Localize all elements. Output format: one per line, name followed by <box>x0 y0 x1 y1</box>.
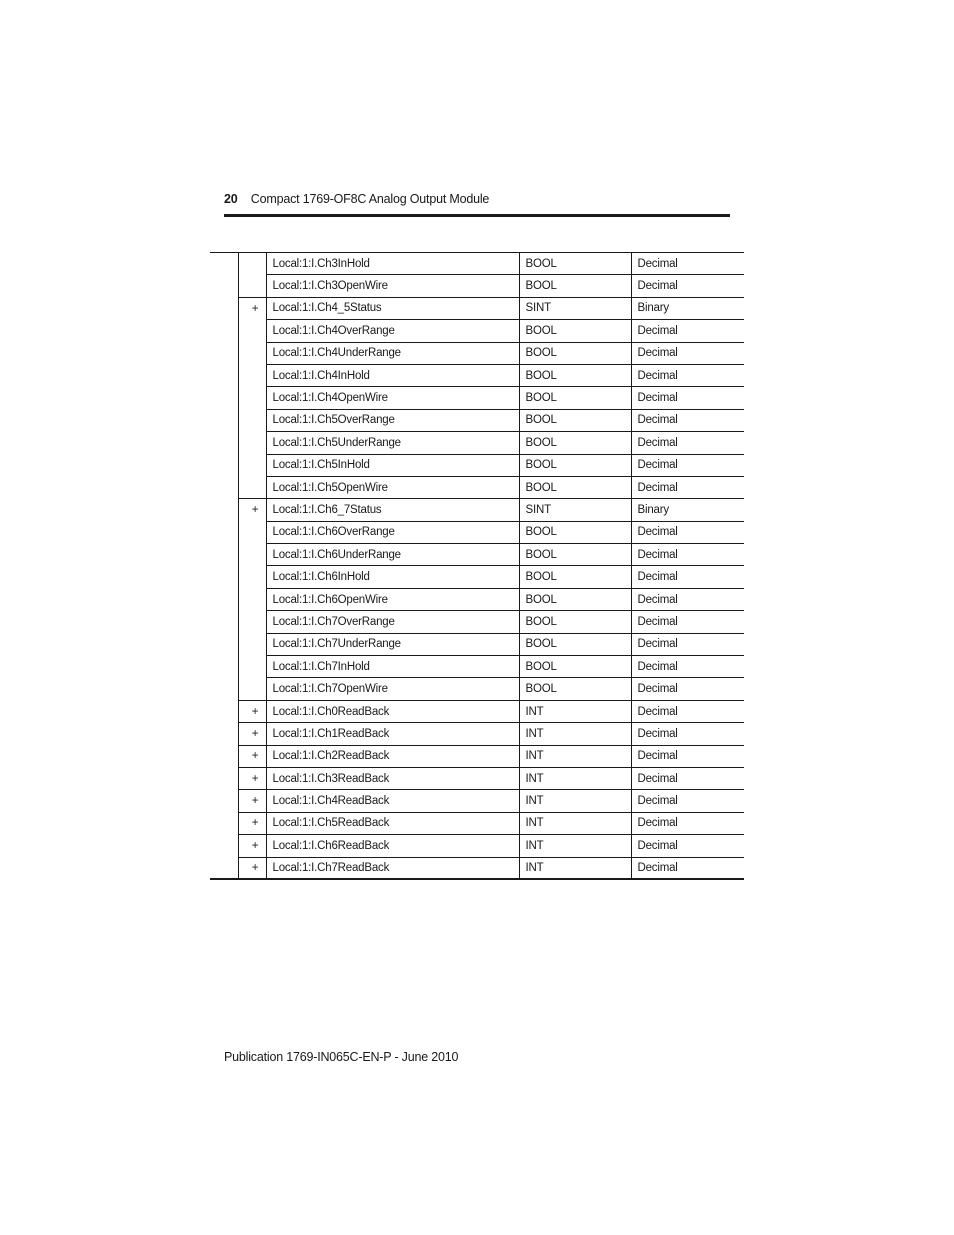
tag-table-body <box>210 253 744 880</box>
data-type: INT <box>519 723 631 745</box>
expand-cell <box>238 544 266 566</box>
tag-name: Local:1:I.Ch4UnderRange <box>266 342 519 364</box>
tag-name: Local:1:I.Ch5ReadBack <box>266 812 519 834</box>
data-type: BOOL <box>519 566 631 588</box>
page-number: 20 <box>224 192 238 206</box>
indent-cell <box>210 857 238 879</box>
data-type: BOOL <box>519 454 631 476</box>
table-row <box>210 544 744 566</box>
display-style: Decimal <box>631 544 744 566</box>
display-style: Decimal <box>631 656 744 678</box>
expand-toggle[interactable]: + <box>238 499 266 521</box>
tag-name: Local:1:I.Ch7InHold <box>266 656 519 678</box>
table-row <box>210 387 744 409</box>
display-style: Decimal <box>631 588 744 610</box>
display-style: Decimal <box>631 409 744 431</box>
indent-cell <box>210 611 238 633</box>
data-type: BOOL <box>519 320 631 342</box>
tag-name: Local:1:I.Ch3ReadBack <box>266 767 519 789</box>
tag-name: Local:1:I.Ch6InHold <box>266 566 519 588</box>
data-type: BOOL <box>519 432 631 454</box>
table-row <box>210 790 744 812</box>
display-style: Decimal <box>637 257 678 270</box>
display-style: Decimal <box>631 790 744 812</box>
table-row <box>210 454 744 476</box>
tag-name: Local:1:I.Ch4OverRange <box>266 320 519 342</box>
data-type: BOOL <box>519 275 631 297</box>
table-row <box>210 409 744 431</box>
table-row <box>210 253 744 275</box>
tag-name: Local:1:I.Ch4ReadBack <box>266 790 519 812</box>
expand-cell <box>238 387 266 409</box>
expand-cell <box>238 476 266 498</box>
tag-name: Local:1:I.Ch7UnderRange <box>266 633 519 655</box>
tag-name: Local:1:I.Ch0ReadBack <box>266 700 519 722</box>
expand-toggle[interactable]: + <box>238 767 266 789</box>
table-row <box>210 521 744 543</box>
table-row <box>210 588 744 610</box>
display-style: Decimal <box>631 835 744 857</box>
expand-toggle[interactable]: + <box>238 297 266 319</box>
expand-cell <box>238 656 266 678</box>
tag-name: Local:1:I.Ch6ReadBack <box>266 835 519 857</box>
table-row <box>210 297 744 319</box>
table-row <box>210 857 744 879</box>
indent-cell <box>210 790 238 812</box>
tag-name: Local:1:I.Ch6OverRange <box>266 521 519 543</box>
expand-cell <box>238 364 266 386</box>
tag-name: Local:1:I.Ch2ReadBack <box>266 745 519 767</box>
data-type: BOOL <box>519 387 631 409</box>
expand-toggle[interactable]: + <box>238 790 266 812</box>
expand-cell <box>238 454 266 476</box>
display-style: Binary <box>631 297 744 319</box>
indent-cell <box>210 812 238 834</box>
tag-name: Local:1:I.Ch6_7Status <box>266 499 519 521</box>
tag-name: Local:1:I.Ch6UnderRange <box>266 544 519 566</box>
data-type: INT <box>519 700 631 722</box>
data-type: INT <box>519 857 631 879</box>
display-style: Decimal <box>631 432 744 454</box>
tag-name: Local:1:I.Ch5InHold <box>266 454 519 476</box>
display-style: Decimal <box>631 521 744 543</box>
data-type: BOOL <box>519 611 631 633</box>
indent-cell <box>210 678 238 700</box>
data-type: INT <box>519 767 631 789</box>
tag-name: Local:1:I.Ch5OpenWire <box>266 476 519 498</box>
indent-cell <box>210 767 238 789</box>
data-type: BOOL <box>519 476 631 498</box>
indent-cell <box>210 499 238 521</box>
expand-cell <box>238 611 266 633</box>
display-style: Decimal <box>631 767 744 789</box>
data-type: BOOL <box>519 409 631 431</box>
tag-name: Local:1:I.Ch5UnderRange <box>266 432 519 454</box>
display-style: Decimal <box>631 745 744 767</box>
data-type: BOOL <box>519 364 631 386</box>
display-style: Decimal <box>631 387 744 409</box>
table-row <box>210 611 744 633</box>
expand-cell <box>238 566 266 588</box>
page-title: Compact 1769-OF8C Analog Output Module <box>250 192 490 206</box>
table-row <box>210 700 744 722</box>
tag-name: Local:1:I.Ch7OverRange <box>266 611 519 633</box>
display-style: Decimal <box>631 700 744 722</box>
tag-name: Local:1:I.Ch4InHold <box>266 364 519 386</box>
indent-cell <box>210 566 238 588</box>
data-type: BOOL <box>519 633 631 655</box>
publication-footer: Publication 1769-IN065C-EN-P - June 2010 <box>224 1050 459 1064</box>
table-row <box>210 432 744 454</box>
display-style: Decimal <box>631 364 744 386</box>
indent-cell <box>210 656 238 678</box>
table-row <box>210 566 744 588</box>
tag-name: Local:1:I.Ch4OpenWire <box>266 387 519 409</box>
display-style: Decimal <box>631 723 744 745</box>
table-row <box>210 835 744 857</box>
table-row <box>210 723 744 745</box>
indent-cell <box>210 745 238 767</box>
data-type: INT <box>519 812 631 834</box>
display-style: Decimal <box>631 566 744 588</box>
display-style: Decimal <box>631 275 744 297</box>
indent-cell <box>210 454 238 476</box>
data-type: BOOL <box>519 588 631 610</box>
display-style: Decimal <box>631 342 744 364</box>
tag-name: Local:1:I.Ch7ReadBack <box>266 857 519 879</box>
indent-cell <box>210 432 238 454</box>
expand-toggle[interactable]: + <box>238 812 266 834</box>
indent-cell <box>210 633 238 655</box>
expand-cell <box>238 521 266 543</box>
data-type: BOOL <box>519 544 631 566</box>
indent-cell <box>210 342 238 364</box>
display-style: Decimal <box>631 320 744 342</box>
expand-toggle[interactable]: + <box>238 700 266 722</box>
data-type: INT <box>519 790 631 812</box>
indent-cell <box>210 723 238 745</box>
indent-cell <box>210 387 238 409</box>
tag-name: Local:1:I.Ch3InHold <box>266 253 519 275</box>
table-row <box>210 656 744 678</box>
table-row <box>210 342 744 364</box>
expand-toggle[interactable]: + <box>238 745 266 767</box>
table-row <box>210 633 744 655</box>
tag-name: Local:1:I.Ch1ReadBack <box>266 723 519 745</box>
display-style: Decimal <box>631 678 744 700</box>
indent-cell <box>210 320 238 342</box>
display-style: Binary <box>631 499 744 521</box>
display-style: Decimal <box>631 611 744 633</box>
expand-toggle[interactable]: + <box>238 835 266 857</box>
expand-cell <box>238 320 266 342</box>
expand-cell <box>238 633 266 655</box>
tag-name: Local:1:I.Ch5OverRange <box>266 409 519 431</box>
data-type: SINT <box>519 297 631 319</box>
tag-name: Local:1:I.Ch7OpenWire <box>266 678 519 700</box>
data-type: BOOL <box>519 342 631 364</box>
table-row <box>210 812 744 834</box>
indent-cell <box>210 476 238 498</box>
indent-cell <box>210 364 238 386</box>
data-type: BOOL <box>519 253 631 275</box>
page-header <box>224 192 489 206</box>
indent-cell <box>210 297 238 319</box>
tag-name: Local:1:I.Ch3OpenWire <box>266 275 519 297</box>
expand-cell <box>238 432 266 454</box>
indent-cell <box>210 544 238 566</box>
data-type: INT <box>519 745 631 767</box>
expand-cell <box>238 678 266 700</box>
display-style: Decimal <box>631 454 744 476</box>
table-row <box>210 767 744 789</box>
data-type: BOOL <box>519 678 631 700</box>
indent-cell <box>210 521 238 543</box>
data-type: BOOL <box>519 656 631 678</box>
table-row <box>210 499 744 521</box>
indent-cell <box>210 835 238 857</box>
expand-toggle[interactable]: + <box>238 857 266 879</box>
table-row <box>210 476 744 498</box>
data-type: SINT <box>519 499 631 521</box>
indent-cell <box>210 275 238 297</box>
display-style: Decimal <box>631 857 744 879</box>
expand-cell <box>238 342 266 364</box>
data-type: INT <box>519 835 631 857</box>
tag-table <box>210 252 744 880</box>
tag-name: Local:1:I.Ch4_5Status <box>266 297 519 319</box>
data-type: BOOL <box>519 521 631 543</box>
display-style: Decimal <box>631 476 744 498</box>
table-row <box>210 275 744 297</box>
expand-cell <box>238 588 266 610</box>
header-rule <box>224 214 730 217</box>
display-style: Decimal <box>631 812 744 834</box>
expand-cell <box>238 253 266 275</box>
indent-cell <box>210 409 238 431</box>
indent-cell <box>210 588 238 610</box>
indent-cell <box>210 700 238 722</box>
indent-cell <box>210 253 238 275</box>
expand-cell <box>238 275 266 297</box>
display-style: Decimal <box>631 633 744 655</box>
expand-cell <box>238 409 266 431</box>
table-row <box>210 678 744 700</box>
table-row <box>210 364 744 386</box>
expand-toggle[interactable]: + <box>238 723 266 745</box>
table-row <box>210 745 744 767</box>
table-row <box>210 320 744 342</box>
tag-name: Local:1:I.Ch6OpenWire <box>266 588 519 610</box>
